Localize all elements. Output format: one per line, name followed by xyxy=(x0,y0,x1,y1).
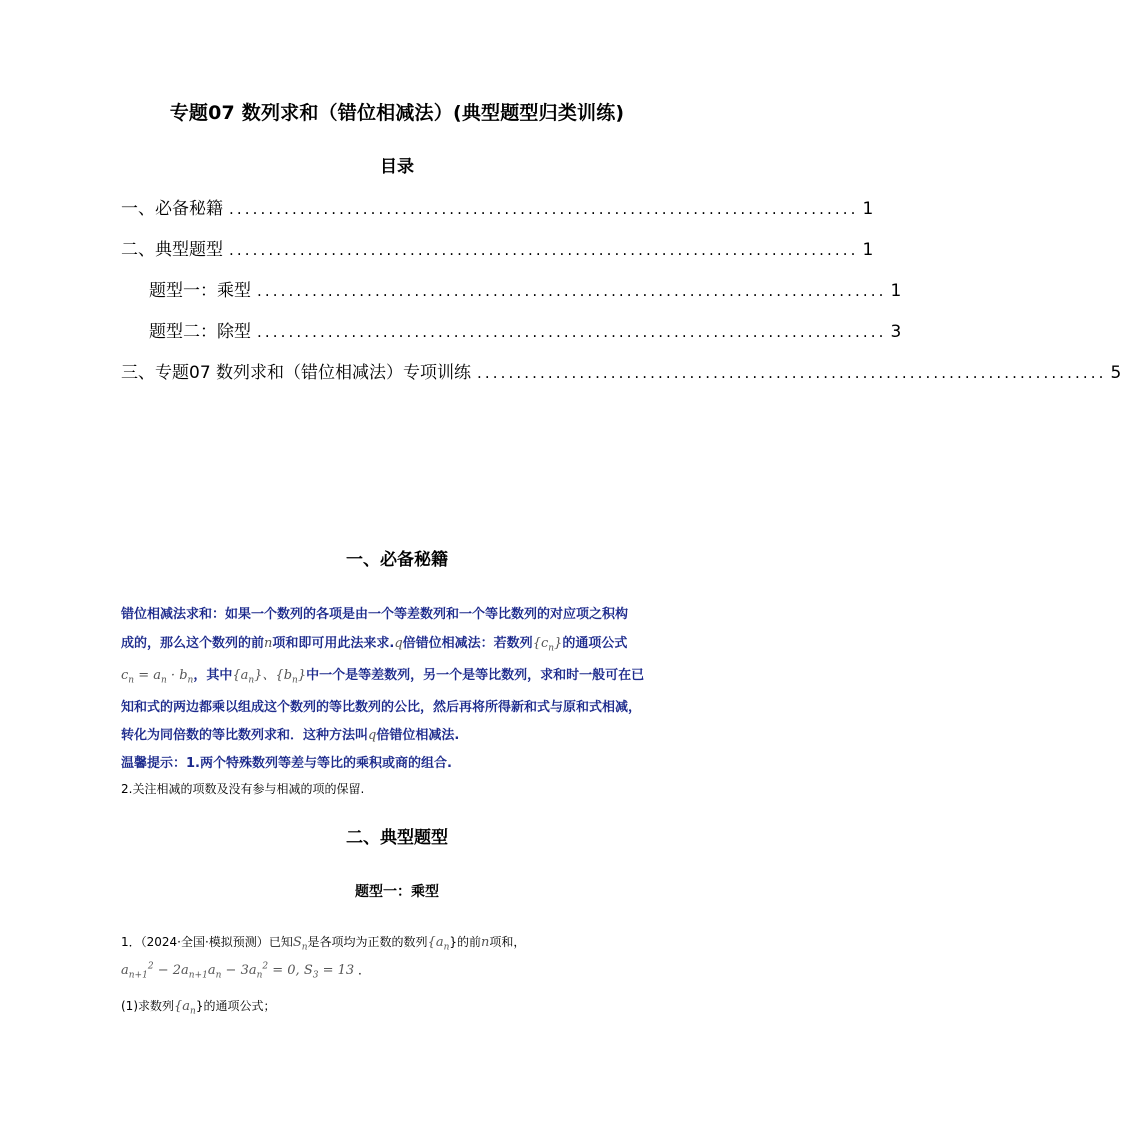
text-run: 的通项公式 xyxy=(562,636,628,651)
subsection-heading: 题型一：乘型 xyxy=(355,884,439,900)
math-var: q xyxy=(394,636,403,651)
math-part: {a xyxy=(174,999,191,1014)
toc-item[interactable] xyxy=(121,234,874,260)
paragraph-line xyxy=(121,724,681,743)
equation-line: $a_{n+1}^2 - 2a_{n+1}a_n - 3a_n^2 = 0$, $S_3 = 13$ . xyxy=(121,962,362,981)
toc-item[interactable] xyxy=(121,357,1121,383)
problem-number: 1． xyxy=(121,935,141,949)
math-subscript: n xyxy=(190,1006,196,1017)
toc-page-number: 1 xyxy=(862,240,874,260)
math-subscript: n xyxy=(248,675,255,686)
toc-item[interactable] xyxy=(149,316,902,342)
section-heading: 二、典型题型 xyxy=(346,828,448,848)
math-part: S xyxy=(292,935,302,950)
paragraph-line xyxy=(121,632,681,654)
text-run: ，其中 xyxy=(193,668,233,683)
text-run: 倍错位相减法：若数列 xyxy=(402,636,533,651)
toc-leader-dots: ................................................................................ xyxy=(229,241,859,259)
toc-page-number: 1 xyxy=(890,281,902,301)
math-part: − 2a xyxy=(157,963,189,979)
text-run: 项和即可用此法来求. xyxy=(272,636,395,651)
math-part: − 3a xyxy=(221,963,257,979)
math-subscript: n xyxy=(443,942,450,953)
math-part: } xyxy=(554,636,563,651)
text-run: 已知 xyxy=(268,935,293,949)
paragraph-line xyxy=(121,664,681,686)
text-run: 中一个是等差数列，另一个是等比数列，求和时一般可在已 xyxy=(306,668,645,683)
problem-source: （2024·全国·模拟预测） xyxy=(140,935,269,949)
math-part: }、{b xyxy=(254,668,293,683)
toc-page-number: 3 xyxy=(890,322,902,342)
math-part: · b xyxy=(166,668,188,683)
toc-item-label: 三、专题07 数列求和（错位相减法）专项训练 xyxy=(121,363,472,383)
math-subscript: n xyxy=(161,675,167,686)
math-part: {c xyxy=(532,636,549,651)
document-title: 专题07 数列求和（错位相减法）(典型题型归类训练) xyxy=(169,102,625,124)
toc-leader-dots: ................................................................................ xyxy=(229,200,859,218)
text-run: 是各项均为正数的数列 xyxy=(307,935,428,949)
text-run: 错位相减法求和：如果一个数列的各项是由一个等差数列和一个等比数列的对应项之积构 xyxy=(121,607,629,622)
text-run: 项和， xyxy=(489,935,526,949)
text-run: 转化为同倍数的等比数列求和．这种方法叫 xyxy=(121,728,369,743)
toc-item-label: 题型一：乘型 xyxy=(149,281,251,301)
math-part: {a xyxy=(232,668,249,683)
math-expression xyxy=(232,668,307,686)
math-part: {a xyxy=(427,935,444,950)
math-var: q xyxy=(368,728,377,743)
text-run: (1)求数列 xyxy=(121,999,174,1013)
text-run: }的前 xyxy=(449,935,482,949)
text-run: 知和式的两边都乘以组成这个数列的等比数列的公比，然后再将所得新和式与原和式相减， xyxy=(121,700,642,715)
problem-line xyxy=(121,933,681,953)
math-subscript: n xyxy=(301,942,308,953)
toc-leader-dots: ................................................................................ xyxy=(257,282,887,300)
text-run: 倍错位相减法. xyxy=(376,728,460,743)
toc-item[interactable] xyxy=(121,193,874,219)
math-expression: $a_{n+1}^2 - 2a_{n+1}a_n - 3a_n^2 = 0$, $S_3 = 13$ xyxy=(121,962,355,981)
toc-leader-dots: ................................................................................ xyxy=(257,323,887,341)
math-expression xyxy=(427,935,450,953)
math-expression xyxy=(292,935,308,953)
tip-line xyxy=(121,780,681,797)
math-subscript: n xyxy=(187,675,194,686)
toc-leader-dots: ................................................................................ xyxy=(477,364,1107,382)
math-part: = 0, S xyxy=(268,963,313,979)
tip-text: 2.关注相减的项数及没有参与相减的项的保留. xyxy=(121,782,365,796)
tip-label: 温馨提示： xyxy=(121,756,187,771)
paragraph-line xyxy=(121,603,681,622)
math-part: = 13 xyxy=(318,963,355,979)
toc-item-label: 一、必备秘籍 xyxy=(121,199,223,219)
math-part: c xyxy=(121,668,129,683)
tip-line xyxy=(121,752,681,771)
math-var: n xyxy=(264,636,273,651)
math-var: n xyxy=(481,935,490,950)
math-part: a xyxy=(207,963,216,979)
toc-page-number: 5 xyxy=(1110,363,1121,383)
toc-item[interactable] xyxy=(149,275,902,301)
toc-item-label: 题型二：除型 xyxy=(149,322,251,342)
math-expression xyxy=(174,999,196,1017)
math-expression xyxy=(121,668,194,686)
math-subscript: n xyxy=(548,643,555,654)
tip-text: 1.两个特殊数列等差与等比的乘积或商的组合. xyxy=(186,756,452,771)
math-subscript: n xyxy=(292,675,298,686)
math-expression xyxy=(532,636,563,654)
question-line xyxy=(121,997,681,1017)
toc-heading: 目录 xyxy=(380,157,414,177)
text-run: 成的，那么这个数列的前 xyxy=(121,636,265,651)
text-run: }的通项公式； xyxy=(195,999,276,1013)
toc-item-label: 二、典型题型 xyxy=(121,240,223,260)
section-heading: 一、必备秘籍 xyxy=(346,550,448,570)
toc-page-number: 1 xyxy=(862,199,874,219)
math-part: = a xyxy=(134,668,161,683)
math-subscript: n xyxy=(128,675,135,686)
math-part: } xyxy=(297,668,307,683)
paragraph-line xyxy=(121,696,681,715)
